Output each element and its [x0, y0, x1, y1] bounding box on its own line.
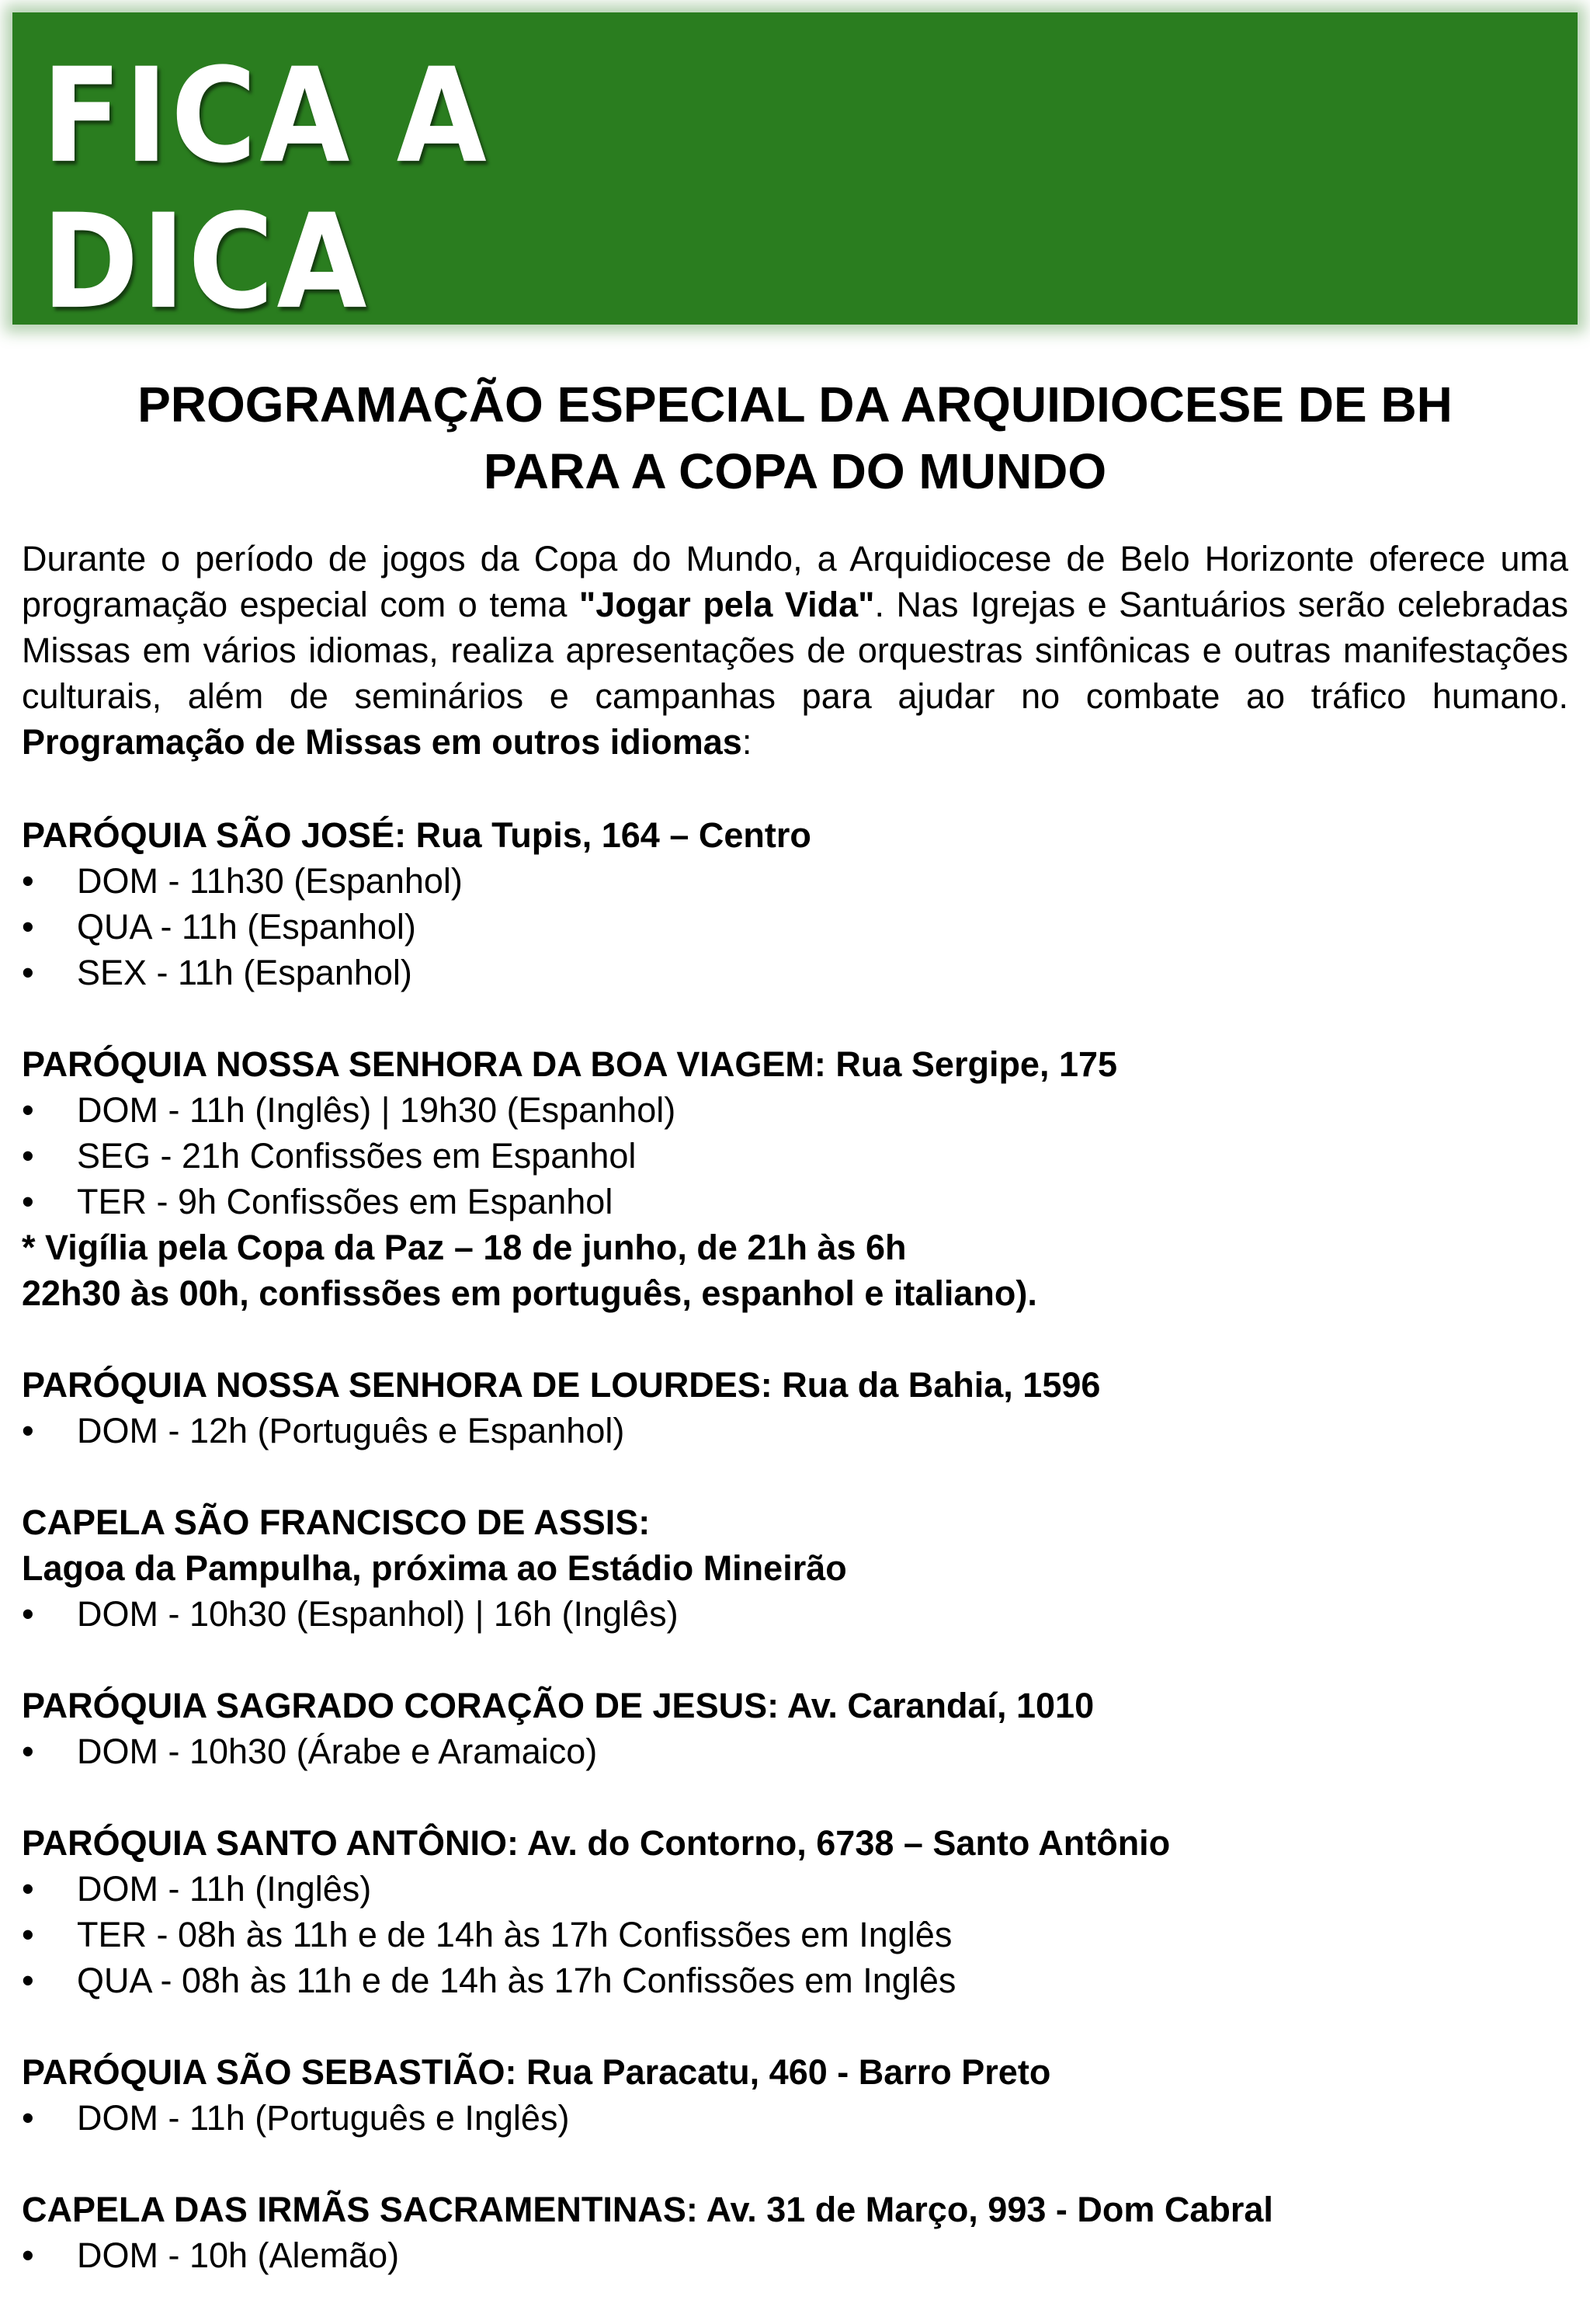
list-item-text: DOM - 10h30 (Árabe e Aramaico) — [77, 1732, 598, 1771]
intro-text-b: . Nas Igrejas e Santuários serão celebradas Missas em vários idiomas, realiza apresentações de orquestras sinfônicas e outras manifestações culturais, além de seminários e campanhas para ajudar no combate ao tráfico humano. — [22, 585, 1569, 716]
bullet-icon: • — [22, 1136, 34, 1176]
mass-schedule — [22, 812, 1568, 2324]
list-item-text: SEX - 11h (Espanhol) — [77, 953, 412, 992]
banner-title-line-2: DICA — [42, 186, 370, 339]
bullet-icon: • — [22, 1182, 34, 1221]
page-title — [0, 371, 1590, 505]
section-heading: CAPELA DAS IRMÃS SACRAMENTINAS: Av. 31 de Março, 993 - Dom Cabral — [22, 2190, 1273, 2229]
section-irmas-sacramentinas — [22, 2187, 1568, 2278]
list-item-text: TER - 08h às 11h e de 14h às 17h Confissões em Inglês — [77, 1915, 953, 1954]
intro-colon: : — [741, 722, 752, 762]
section-boa-viagem — [22, 1041, 1568, 1316]
intro-paragraph — [22, 536, 1568, 765]
section-subheading: Lagoa da Pampulha, próxima ao Estádio Mineirão — [22, 1548, 847, 1588]
bullet-icon: • — [22, 907, 34, 947]
list-item — [22, 1133, 1568, 1179]
bullet-icon: • — [22, 1090, 34, 1130]
intro-schedule-label: Programação de Missas em outros idiomas — [22, 722, 742, 762]
list-item-text: DOM - 10h (Alemão) — [77, 2235, 400, 2275]
bullet-icon: • — [22, 861, 34, 901]
section-sao-francisco — [22, 1499, 1568, 1637]
list-item-text: DOM - 11h (Português e Inglês) — [77, 2098, 570, 2138]
bullet-icon: • — [22, 1732, 34, 1771]
list-item-text: DOM - 11h30 (Espanhol) — [77, 861, 463, 901]
section-sagrado-coracao — [22, 1683, 1568, 1774]
bullet-icon: • — [22, 1961, 34, 2000]
list-item — [22, 1408, 1568, 1454]
section-heading: PARÓQUIA NOSSA SENHORA DE LOURDES: Rua da Bahia, 1596 — [22, 1365, 1101, 1405]
list-item-text: DOM - 11h (Inglês) | 19h30 (Espanhol) — [77, 1090, 676, 1130]
list-item — [22, 904, 1568, 950]
list-item-text: SEG - 21h Confissões em Espanhol — [77, 1136, 637, 1176]
list-item — [22, 1728, 1568, 1774]
list-item-text: DOM - 12h (Português e Espanhol) — [77, 1411, 625, 1450]
bullet-icon: • — [22, 1869, 34, 1909]
list-item — [22, 950, 1568, 995]
section-heading: PARÓQUIA NOSSA SENHORA DA BOA VIAGEM: Rua Sergipe, 175 — [22, 1044, 1118, 1084]
bullet-icon: • — [22, 1915, 34, 1954]
list-item — [22, 1179, 1568, 1225]
list-item-text: QUA - 08h às 11h e de 14h às 17h Confissões em Inglês — [77, 1961, 956, 2000]
intro-text-a: Durante o período de jogos da Copa do Mundo, a Arquidiocese de Belo Horizonte oferece uma programação especial com o tema — [22, 539, 1568, 624]
page-title-line-2: PARA A COPA DO MUNDO — [483, 443, 1107, 499]
bullet-icon: • — [22, 1594, 34, 1634]
list-item — [22, 1912, 1568, 1958]
list-item — [22, 1591, 1568, 1637]
section-heading: PARÓQUIA SAGRADO CORAÇÃO DE JESUS: Av. Carandaí, 1010 — [22, 1686, 1095, 1725]
page-title-line-1: PROGRAMAÇÃO ESPECIAL DA ARQUIDIOCESE DE BH — [137, 377, 1453, 432]
section-heading: CAPELA SÃO FRANCISCO DE ASSIS: — [22, 1502, 651, 1542]
list-item-text: QUA - 11h (Espanhol) — [77, 907, 416, 947]
banner-title-line-1: FICA A — [42, 40, 490, 193]
list-item — [22, 858, 1568, 904]
bullet-icon: • — [22, 1411, 34, 1450]
section-lourdes — [22, 1362, 1568, 1454]
intro-theme: "Jogar pela Vida" — [578, 585, 875, 624]
section-sao-jose — [22, 812, 1568, 995]
section-santo-antonio — [22, 1820, 1568, 2003]
confession-note: 22h30 às 00h, confissões em português, espanhol e italiano). — [22, 1273, 1037, 1313]
list-item-text: DOM - 10h30 (Espanhol) | 16h (Inglês) — [77, 1594, 679, 1634]
section-sao-sebastiao — [22, 2049, 1568, 2141]
list-item-text: TER - 9h Confissões em Espanhol — [77, 1182, 613, 1221]
bullet-icon: • — [22, 2098, 34, 2138]
vigil-note: * Vigília pela Copa da Paz – 18 de junho, de 21h às 6h — [22, 1228, 907, 1267]
list-item — [22, 1087, 1568, 1133]
fica-a-dica-banner — [12, 12, 1578, 339]
list-item — [22, 1958, 1568, 2003]
list-item — [22, 2232, 1568, 2278]
section-heading: PARÓQUIA SÃO JOSÉ: Rua Tupis, 164 – Centro — [22, 815, 811, 855]
list-item-text: DOM - 11h (Inglês) — [77, 1869, 372, 1909]
bullet-icon: • — [22, 2235, 34, 2275]
section-heading: PARÓQUIA SANTO ANTÔNIO: Av. do Contorno, 6738 – Santo Antônio — [22, 1823, 1171, 1863]
list-item — [22, 2095, 1568, 2141]
bullet-icon: • — [22, 953, 34, 992]
list-item — [22, 1866, 1568, 1912]
section-heading: PARÓQUIA SÃO SEBASTIÃO: Rua Paracatu, 460 - Barro Preto — [22, 2052, 1051, 2092]
